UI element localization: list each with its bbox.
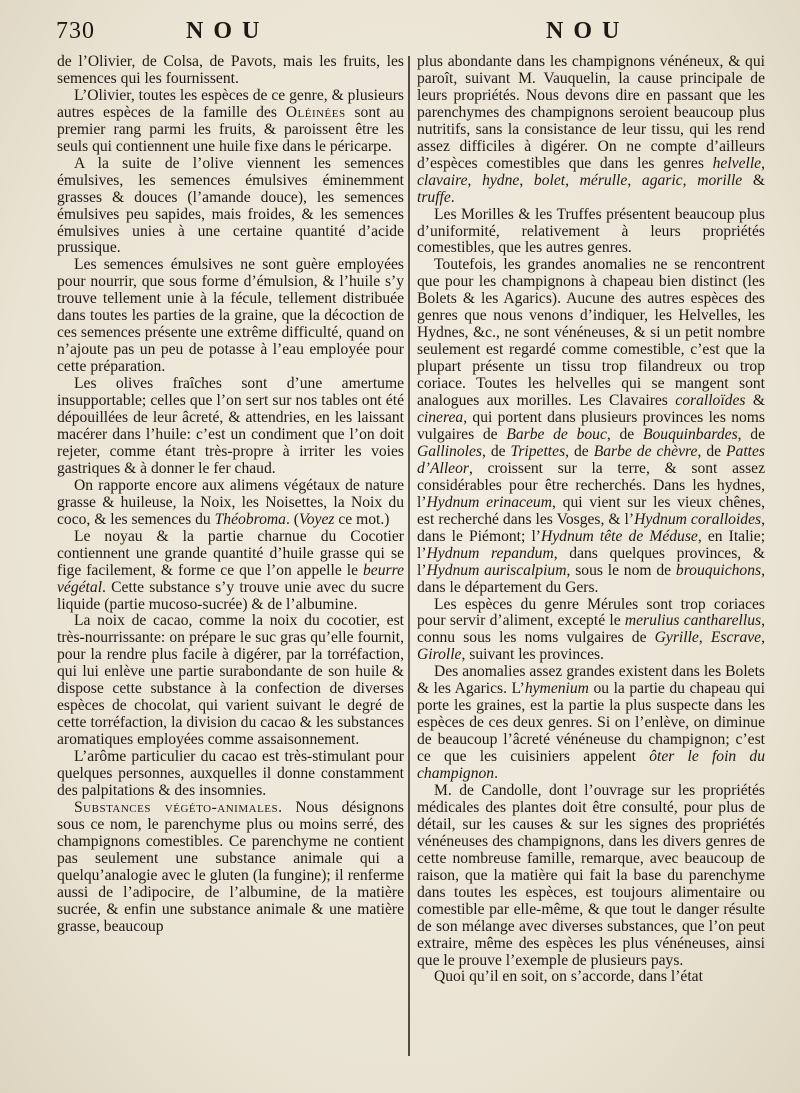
text-run: On rapporte encore aux alimens végétaux de nature grasse & huileuse, la Noix, les Noisettes, la Noix du coco, & les semences du (57, 476, 404, 528)
paragraph (57, 613, 404, 749)
text-run: , (682, 171, 698, 189)
italic-term: Hydnum auriscalpium (426, 561, 567, 579)
text-run: M. de Candolle, dont l’ouvrage sur les propriétés médicales des plantes doit être consulté, pour plus de détail, sur les causes & sur les signes des propriétés vénéneuses des champignons, dans les divers genres de cette nombreuse famille, remarque, avec beaucoup de raison, que la matière qui fait la base du parenchyme dans toutes les espèces, est toujours alimentaire ou comestible par elle-même, & que tout le danger résulte de son mélange avec diverses substances, que l’on peut extraire, même des espèces les plus vénéneuses, ainsi que le prouve l’exemple de plusieurs pays. (417, 781, 765, 969)
italic-term: Gallinoles (417, 442, 482, 460)
paragraph (417, 597, 765, 665)
paragraph (57, 88, 404, 156)
italic-term: Voyez (298, 510, 335, 528)
text-run: A la suite de l’olive viennent les semences émulsives, les semences émulsives éminemment grasses & douces (l’amande douce), les semences émulsives peu sapides, mais froides, & les semences émulsives unies à une certaine quantité d’acide prussique. (57, 154, 404, 257)
text-run: plus abondante dans les champignons vénéneux, & qui paroît, suivant M. Vauquelin, la cause principale de leurs propriétés. Nous devons dire en passant que les parenchymes des champignons seroient beaucoup plus nutritifs, sans la consistance de leur tissu, qui les rend assez difficiles à digérer. On ne compte d’ailleurs d’espèces comestibles que dans les genres (417, 54, 765, 172)
italic-term: hymenium (524, 680, 589, 698)
paragraph (57, 156, 404, 258)
paragraph (417, 54, 765, 207)
text-run: , dans le département du Gers. (417, 561, 765, 596)
text-run: La noix de cacao, comme la noix du cocotier, est très-nourrissante: on prépare le suc gras qu’elle fournit, pour la rendre plus facile à digérer, par la torréfaction, qui lui enlève une partie surabondante de son huile & dispose cette substance à la confection de diverses espèces de chocolat, qui varient suivant le degré de cette torréfaction, la division du cacao & les substances aromatiques employées comme assaisonnement. (57, 612, 404, 749)
text-run: Les olives fraîches sont d’une amertume insupportable; celles que l’on sert sur nos tables ont été dépouillées de leur âcreté, & attendries, en les laissant macérer dans l’huile: c’est un condiment que l’on doit rejeter, comme étant très-propre à irriter les voies gastriques & à donner le fer chaud. (57, 375, 404, 477)
text-run: , (467, 171, 483, 189)
italic-term: brouquichons (675, 561, 762, 579)
text-run: , de (481, 442, 511, 460)
italic-term: beurre végétal (57, 561, 404, 596)
italic-term: hydne (482, 171, 520, 189)
text-run: , en Italie; l’ (417, 527, 765, 562)
italic-term: ôter le foin du champignon (417, 748, 765, 783)
italic-term: Bouquinbardes (642, 425, 738, 443)
paragraph (57, 54, 404, 88)
text-run: , connu sous les noms vulgaires de (417, 612, 765, 647)
text-run: , (761, 629, 765, 647)
italic-term: helvelle (712, 154, 762, 172)
italic-term: Girolle (417, 646, 462, 664)
italic-term: Gyrille (654, 629, 699, 647)
page-number: 730 (56, 18, 95, 44)
text-run: Des anomalies assez grandes existent dans les Bolets & les Agarics. L’ (417, 663, 765, 698)
text-run: ou la partie du chapeau qui porte les graines, est la partie la plus suspecte dans les espèces de ces deux genres. Si on l’enlève, on diminue de beaucoup l’âcreté vénéneuse du champignon; c’est ce que les cuisiniers appelent (417, 680, 765, 766)
italic-term: agaric (641, 171, 683, 189)
text-run: Quoi qu’il en soit, on s’accorde, dans l’état (434, 968, 703, 986)
paragraph (417, 207, 765, 258)
text-run: , dans quelques provinces, & l’ (417, 544, 765, 579)
italic-term: Hydnum coralloides (634, 510, 762, 528)
text-run: , de (697, 442, 727, 460)
text-run: ce mot.) (334, 510, 390, 528)
text-run: Toutefois, les grandes anomalies ne se rencontrent que pour les champignons à chapeau bien distinct (les Bolets & les Agarics). Aucune des autres espèces des genres que nous venons d’indiquer, les Helvelles, les Hydnes, &c., ne sont vénéneuses, & si un petit nombre seulement est regardé comme comestible, c’est que la plupart présente un tissu trop filandreux ou trop coriace. Toutes les helvelles qui se mangent sont analogues aux morilles. Les Clavaires (417, 256, 765, 410)
italic-term: morille (697, 171, 743, 189)
paragraph (417, 783, 765, 969)
text-run: , sous le nom de (566, 561, 676, 579)
text-run: . ( (285, 510, 299, 528)
text-run: Les Morilles & les Truffes présentent beaucoup plus d’uniformité, relativement à leurs propriétés comestibles, que les autres genres. (417, 205, 765, 257)
text-run: . Nous désignons sous ce nom, le parenchyme plus ou moins serré, des champignons comestibles. Ce parenchyme ne contient pas seulement une substance animale qui a quelqu’analogie avec le gluten (la fungine); il renferme aussi de l’adipocire, de l’albumine, de la matière sucrée, & enfin une substance animale & une matière grasse, beaucoup (57, 798, 404, 935)
paragraph (57, 376, 404, 478)
text-run: L’Olivier, toutes les espèces de ce genre, & plusieurs autres espèces de la famille des (57, 86, 404, 121)
text-run: , (565, 171, 580, 189)
text-run: de l’Olivier, de Colsa, de Pavots, mais les fruits, les semences qui les fournissent. (57, 54, 404, 87)
text-run: , qui vient sur les vieux chênes, est recherché dans les Vosges, & l’ (417, 493, 765, 528)
text-run: Les espèces du genre Mérules sont trop coriaces pour servir d’aliment, excepté le (417, 595, 765, 630)
text-run: Le noyau & la partie charnue du Cocotier contiennent une grande quantité d’huile grasse qui se fige facilement, & forme ce que l’on appelle le (57, 527, 404, 579)
italic-term: Tripettes (510, 442, 566, 460)
italic-term: Pattes d’Alleor (417, 442, 765, 477)
paragraph (417, 257, 765, 596)
page-header (56, 16, 772, 48)
text-run: , de (737, 425, 765, 443)
italic-term: Hydnum erinaceum (426, 493, 552, 511)
italic-term: cinerea (417, 409, 464, 427)
paragraph (57, 800, 404, 936)
italic-term: Barbe de chèvre (593, 442, 698, 460)
text-run: , dans le Piémont; l’ (417, 510, 765, 545)
text-run: , suivant les provinces. (461, 646, 604, 664)
italic-term: coralloïdes (675, 392, 746, 410)
text-run: sont au premier rang parmi les fruits, & paroissent être les seuls qui contiennent une huile fixe dans le péricarpe. (57, 103, 404, 155)
text-run: , (519, 171, 534, 189)
text-run: & (745, 392, 765, 410)
text-run: , (698, 629, 711, 647)
paragraph (57, 478, 404, 529)
italic-term: truffe (417, 188, 451, 206)
paragraph (417, 664, 765, 783)
italic-term: mérulle (579, 171, 628, 189)
italic-term: Théobroma (214, 510, 286, 528)
text-run: , de (606, 425, 643, 443)
italic-term: Escrave (710, 629, 762, 647)
text-run: . (494, 765, 498, 783)
text-run: , (761, 154, 765, 172)
small-caps-term: Oléinées (285, 103, 346, 121)
text-run: , croissent sur la terre, & sont assez considérables pour être recherchés. Dans les hydnes, l’ (417, 459, 765, 511)
text-run: , qui portent dans plusieurs provinces les noms vulgaires de (417, 409, 765, 443)
small-caps-term: Substances végéto-animales (74, 798, 279, 816)
left-text-column (57, 54, 404, 1064)
text-run: . Cette substance s’y trouve unie avec du sucre liquide (partie mucoso-sucrée) & de l’albumine. (57, 578, 404, 613)
italic-term: Hydnum tête de Méduse (540, 527, 698, 545)
running-head-right: NOU (546, 18, 630, 44)
paragraph (57, 257, 404, 376)
paragraph (57, 749, 404, 800)
text-run: , de (565, 442, 594, 460)
italic-term: bolet (533, 171, 566, 189)
text-run: Les semences émulsives ne sont guère employées pour nourrir, que sous forme d’émulsion, & l’huile s’y trouve tellement unie à la fécule, tellement distribuée dans toutes les parties de la graine, que la décoction de ces semences présente une extrême difficulté, quand on n’ajoute pas un peu de potasse à l’eau employée pour cette préparation. (57, 256, 404, 376)
paragraph (57, 529, 404, 614)
running-head-left: NOU (186, 18, 270, 44)
right-text-column (417, 54, 765, 1064)
italic-term: Barbe de bouc (506, 425, 607, 443)
italic-term: Hydnum repandum (426, 544, 554, 562)
column-divider (408, 56, 410, 1056)
italic-term: clavaire (417, 171, 468, 189)
text-run: . (450, 188, 455, 206)
text-run: & (742, 171, 765, 189)
text-run: , (627, 171, 642, 189)
paragraph (417, 969, 765, 986)
italic-term: merulius cantharellus (624, 612, 762, 630)
text-run: L’arôme particulier du cacao est très-stimulant pour quelques personnes, auxquelles il donne constamment des palpitations & des insomnies. (57, 748, 404, 799)
